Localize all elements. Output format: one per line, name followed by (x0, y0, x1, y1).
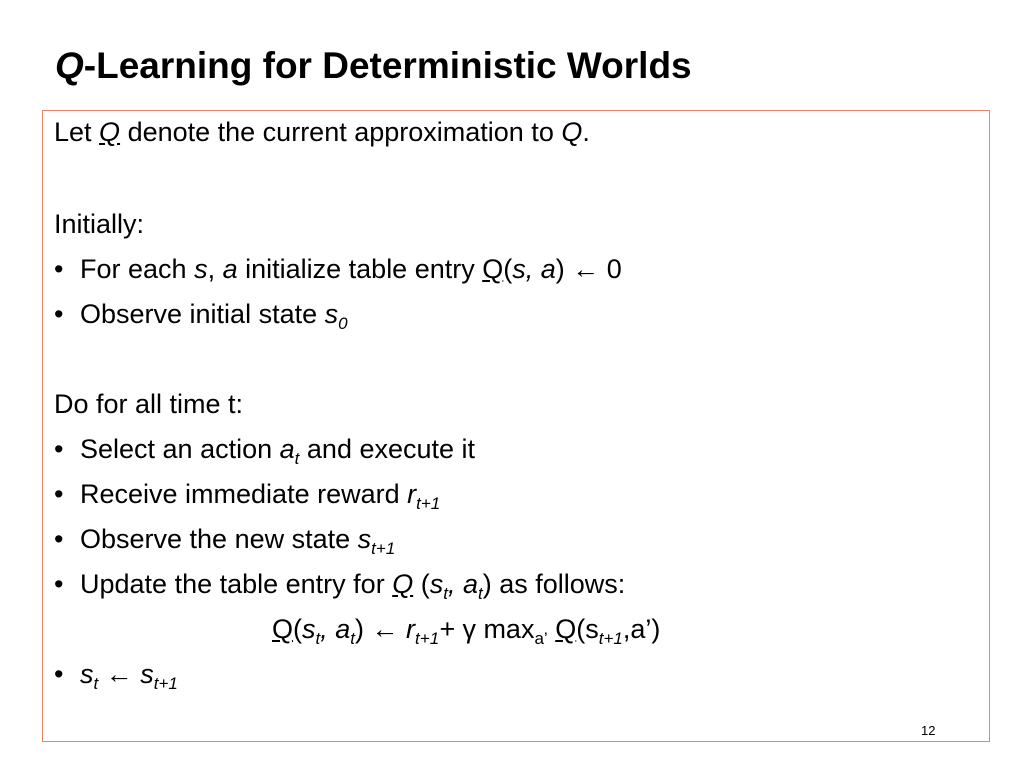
bullet-observe-initial-state (54, 297, 348, 331)
subscript: 0 (338, 314, 348, 333)
bullet-icon: • (54, 254, 64, 284)
text: . (582, 117, 590, 147)
var-a: a (335, 614, 351, 644)
var-s-a: s, a (512, 254, 556, 284)
text: ) (555, 254, 565, 284)
var-s: s (357, 524, 372, 554)
bullet-icon: • (54, 479, 64, 509)
var-s: s (80, 659, 94, 689)
var-s: s (324, 299, 339, 329)
text: Select an action (80, 434, 280, 464)
plus-sign: + (439, 614, 463, 644)
assign-arrow: ← 0 (564, 254, 622, 284)
subscript: t (350, 629, 356, 648)
intro-line (54, 115, 590, 149)
text: ( (413, 569, 430, 599)
bullet-icon: • (54, 569, 64, 599)
q-hat-symbol: Q (99, 117, 121, 147)
bullet-icon: • (54, 524, 64, 554)
subscript: t+1 (371, 539, 396, 558)
text: Receive immediate reward (80, 479, 408, 509)
text: ) (482, 569, 492, 599)
assign-arrow: ← (364, 614, 407, 644)
text: , (207, 254, 223, 284)
var-s: s (140, 659, 154, 689)
subscript: t (315, 629, 321, 648)
text: as follows: (491, 569, 626, 599)
text: ,a’) (622, 614, 661, 644)
var-s: s (429, 569, 444, 599)
var-r: r (406, 614, 416, 644)
text: denote the current approximation to (120, 117, 562, 147)
bullet-observe-new-state (54, 522, 395, 556)
q-hat-symbol: Q (272, 614, 294, 644)
text: initialize table entry (237, 254, 483, 284)
text: ( (503, 254, 513, 284)
text: Observe the new state (80, 524, 358, 554)
text: , (447, 569, 463, 599)
bullet-receive-reward (54, 477, 440, 511)
text: Let (54, 117, 100, 147)
subscript: t+1 (416, 494, 441, 513)
bullet-state-advance (54, 657, 178, 691)
q-symbol: Q (561, 117, 583, 147)
bullet-select-action (54, 432, 475, 466)
subscript: t (93, 674, 99, 693)
page-number: 12 (921, 723, 936, 738)
title-q: Q (55, 45, 84, 86)
title-rest: -Learning for Deterministic Worlds (83, 45, 692, 86)
text: and execute it (299, 434, 476, 464)
var-a: a (279, 434, 295, 464)
text: ) (355, 614, 365, 644)
text: , (320, 614, 336, 644)
slide-title (55, 40, 692, 92)
subscript: a’ (534, 629, 548, 648)
var-r: r (407, 479, 417, 509)
q-hat-symbol: Q (392, 569, 414, 599)
q-hat-symbol: Q (482, 254, 504, 284)
subscript: t (294, 449, 300, 468)
bullet-update-table (54, 567, 625, 601)
loop-heading: Do for all time t: (54, 389, 244, 419)
text: For each (80, 254, 195, 284)
subscript: t (443, 584, 448, 603)
bullet-icon: • (54, 434, 64, 464)
text: ( (293, 614, 303, 644)
gamma-symbol: γ (462, 614, 476, 644)
bullet-icon: • (54, 659, 64, 689)
subscript: t+1 (415, 629, 440, 648)
var-s: s (302, 614, 316, 644)
text: Update the table entry for (80, 569, 393, 599)
initially-heading: Initially: (54, 209, 145, 239)
subscript: t+1 (598, 629, 623, 648)
bullet-initialize-table (54, 252, 622, 286)
content-frame (42, 110, 990, 742)
var-a: a (222, 254, 238, 284)
text: max (475, 614, 535, 644)
text: Observe initial state (80, 299, 325, 329)
q-hat-symbol: Q (555, 614, 577, 644)
bullet-icon: • (54, 299, 64, 329)
var-a: a (462, 569, 478, 599)
text: (s (576, 614, 599, 644)
assign-arrow: ← (98, 659, 141, 689)
subscript: t (477, 584, 483, 603)
update-equation (272, 612, 660, 646)
var-s: s (194, 254, 208, 284)
subscript: t+1 (153, 674, 178, 693)
